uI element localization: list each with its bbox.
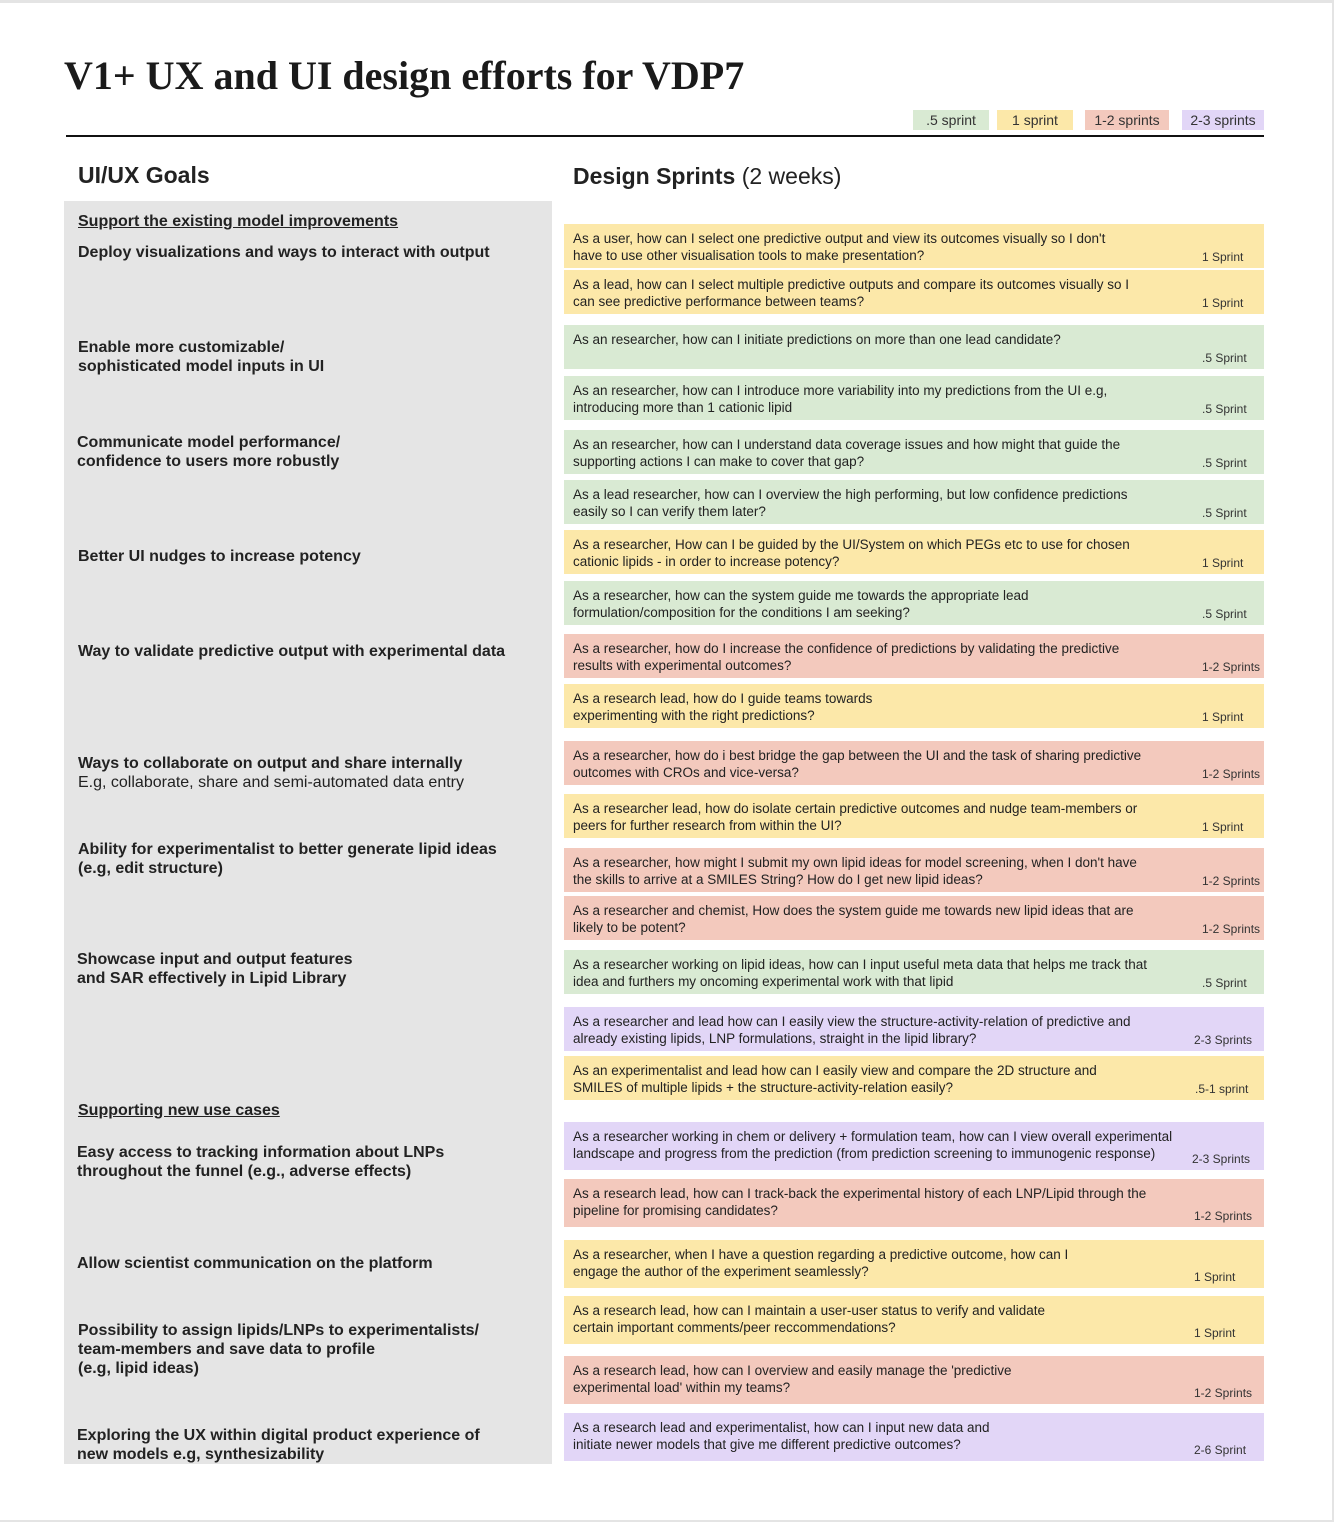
sprint-card xyxy=(564,896,1264,940)
sprint-estimate: 1 Sprint xyxy=(1202,296,1244,310)
goal-line: sophisticated model inputs in UI xyxy=(78,358,325,375)
card-question xyxy=(573,383,1107,416)
card-line: have to use other visualisation tools to make presentation? xyxy=(573,247,925,263)
sprint-estimate: 2-3 Sprints xyxy=(1192,1152,1251,1166)
card-line: peers for further research from within the UI? xyxy=(573,817,842,833)
card-question xyxy=(573,855,1137,888)
sprint-card xyxy=(564,950,1264,994)
goal-line: new models e.g, synthesizability xyxy=(77,1446,325,1463)
sprint-estimate: .5 Sprint xyxy=(1202,456,1247,470)
sprint-estimate: .5 Sprint xyxy=(1202,402,1247,416)
sprint-estimate: 1-2 Sprints xyxy=(1202,922,1261,936)
card-line: SMILES of multiple lipids + the structure-activity-relation easily? xyxy=(573,1079,954,1095)
sprint-card xyxy=(564,741,1264,785)
sprint-card xyxy=(564,1240,1264,1288)
card-line: outcomes with CROs and vice-versa? xyxy=(573,764,799,780)
sprint-card xyxy=(564,1356,1264,1404)
card-question xyxy=(573,801,1137,834)
card-question xyxy=(573,487,1128,520)
card-line: As a researcher working in chem or delivery + formulation team, how can I view overall experimental xyxy=(573,1129,1173,1144)
card-line: the skills to arrive at a SMILES String? How do I get new lipid ideas? xyxy=(573,871,983,887)
card-line: easily so I can verify them later? xyxy=(573,503,766,519)
sprint-card xyxy=(564,684,1264,728)
sprint-card xyxy=(564,430,1264,474)
sprint-card xyxy=(564,480,1264,524)
card-question xyxy=(573,1186,1146,1219)
card-line: likely to be potent? xyxy=(573,919,686,935)
card-line: supporting actions I can make to cover that gap? xyxy=(573,453,865,469)
sprints-heading-bold: Design Sprints xyxy=(573,163,736,189)
card-line: As a researcher, how do I increase the confidence of predictions by validating the predictive xyxy=(573,641,1120,656)
card-question xyxy=(573,1303,1045,1336)
goal-subline: E.g, collaborate, share and semi-automated data entry xyxy=(78,774,464,791)
sprint-estimate: .5 Sprint xyxy=(1202,607,1247,621)
goal-line: (e.g, edit structure) xyxy=(78,860,223,877)
card-question xyxy=(573,1063,1097,1096)
card-line: As a research lead and experimentalist, how can I input new data and xyxy=(573,1420,990,1435)
card-question xyxy=(573,748,1141,781)
sprint-card xyxy=(564,794,1264,838)
sprint-estimate: 1 Sprint xyxy=(1194,1326,1236,1340)
sprint-estimate: 1-2 Sprints xyxy=(1194,1386,1253,1400)
goal-line: Exploring the UX within digital product experience of xyxy=(77,1427,480,1444)
sprint-card xyxy=(564,376,1264,420)
sprint-card xyxy=(564,1122,1264,1170)
card-question xyxy=(573,332,1061,349)
goal-line: Communicate model performance/ xyxy=(77,434,341,451)
sprint-estimate: 1-2 Sprints xyxy=(1202,767,1261,781)
sprint-card xyxy=(564,1296,1264,1344)
sprint-card xyxy=(564,325,1264,369)
sprint-estimate: 1 Sprint xyxy=(1202,820,1244,834)
card-question xyxy=(573,537,1130,570)
sprint-card xyxy=(564,1413,1264,1461)
card-line: experimental load' within my teams? xyxy=(573,1379,791,1395)
sprint-estimate: 1 Sprint xyxy=(1202,556,1244,570)
sprints-heading-note: (2 weeks) xyxy=(735,163,842,189)
goal-line: Showcase input and output features xyxy=(77,951,353,968)
card-question xyxy=(573,1247,1068,1280)
legend-one-sprint: 1 sprint xyxy=(997,110,1073,130)
sprint-estimate: 1 Sprint xyxy=(1202,250,1244,264)
card-line: As a researcher, How can I be guided by the UI/System on which PEGs etc to use for chosen xyxy=(573,537,1130,552)
card-line: As a researcher and chemist, How does the system guide me towards new lipid ideas that are xyxy=(573,903,1134,918)
goal-line: confidence to users more robustly xyxy=(77,453,340,470)
goal-scientist-communication: Allow scientist communication on the platform xyxy=(77,1255,433,1272)
card-question xyxy=(573,1420,990,1453)
goals-heading: UI/UX Goals xyxy=(78,162,210,188)
sprint-card xyxy=(564,848,1264,892)
goal-ui-nudges: Better UI nudges to increase potency xyxy=(78,548,361,565)
card-line: already existing lipids, LNP formulations, straight in the lipid library? xyxy=(573,1030,977,1046)
card-line: As a researcher lead, how do isolate certain predictive outcomes and nudge team-members or xyxy=(573,801,1138,816)
card-question xyxy=(573,437,1120,470)
goal-line: Ability for experimentalist to better generate lipid ideas xyxy=(78,841,497,858)
sprint-estimate: 1-2 Sprints xyxy=(1202,660,1261,674)
card-line: As a research lead, how can I maintain a user-user status to verify and validate xyxy=(573,1303,1045,1318)
goal-line: Ways to collaborate on output and share internally xyxy=(78,755,463,772)
sprint-estimate: 1-2 Sprints xyxy=(1194,1209,1253,1223)
card-line: can see predictive performance between teams? xyxy=(573,293,865,309)
legend-one-two-sprints: 1-2 sprints xyxy=(1085,110,1169,130)
card-line: As a lead, how can I select multiple predictive outputs and compare its outcomes visually so I xyxy=(573,277,1130,292)
goal-line: throughout the funnel (e.g., adverse effects) xyxy=(77,1163,412,1180)
goals-panel xyxy=(64,201,552,1464)
card-line: formulation/composition for the conditions I am seeking? xyxy=(573,604,910,620)
sprint-estimate: .5 Sprint xyxy=(1202,976,1247,990)
card-line: As a user, how can I select one predictive output and view its outcomes visually so I don't xyxy=(573,231,1106,246)
goal-validate-output: Way to validate predictive output with experimental data xyxy=(78,643,506,660)
card-question xyxy=(573,1363,1012,1396)
sprints-heading xyxy=(573,163,841,190)
card-line: As a researcher and lead how can I easily view the structure-activity-relation of predictive and xyxy=(573,1014,1131,1029)
page-title: V1+ UX and UI design efforts for VDP7 xyxy=(64,53,745,98)
card-line: As a researcher, when I have a question regarding a predictive outcome, how can I xyxy=(573,1247,1069,1262)
goal-assign-lipids xyxy=(78,1321,479,1378)
card-line: As a research lead, how do I guide teams towards xyxy=(573,691,873,706)
goal-tracking-lnps xyxy=(77,1143,444,1181)
card-question xyxy=(573,903,1134,936)
card-line: results with experimental outcomes? xyxy=(573,657,792,673)
card-line: cationic lipids - in order to increase potency? xyxy=(573,553,840,569)
card-question xyxy=(573,277,1129,310)
sprint-card xyxy=(564,1179,1264,1227)
goal-line: team-members and save data to profile xyxy=(78,1341,375,1358)
card-line: experimenting with the right predictions? xyxy=(573,707,815,723)
goal-lipid-library xyxy=(77,950,353,988)
goal-new-models xyxy=(77,1426,480,1464)
card-question xyxy=(573,691,872,724)
sprint-estimate: 1 Sprint xyxy=(1194,1270,1236,1284)
goal-customizable-inputs xyxy=(78,338,324,376)
legend-two-three-sprints: 2-3 sprints xyxy=(1182,110,1264,130)
card-question xyxy=(573,641,1119,674)
card-line: initiate newer models that give me different predictive outcomes? xyxy=(573,1436,961,1452)
sprint-card xyxy=(564,270,1264,314)
goal-line: Easy access to tracking information about LNPs xyxy=(77,1144,445,1161)
sprint-card xyxy=(564,1056,1264,1100)
goal-lipid-ideas xyxy=(78,840,497,878)
card-line: As a researcher working on lipid ideas, how can I input useful meta data that helps me track that xyxy=(573,957,1148,972)
sprint-estimate: .5-1 sprint xyxy=(1195,1082,1249,1096)
card-line: As a researcher, how can the system guide me towards the appropriate lead xyxy=(573,588,1029,603)
sprint-estimate: 1-2 Sprints xyxy=(1202,874,1261,888)
sprint-estimate: 2-3 Sprints xyxy=(1194,1033,1253,1047)
card-line: landscape and progress from the prediction (from prediction screening to immunogenic response) xyxy=(573,1145,1156,1161)
goal-line: Enable more customizable/ xyxy=(78,339,285,356)
legend-half-sprint: .5 sprint xyxy=(913,110,989,130)
header-divider xyxy=(66,135,1264,137)
goal-line: Possibility to assign lipids/LNPs to experimentalists/ xyxy=(78,1322,479,1339)
sprint-estimate: 2-6 Sprint xyxy=(1194,1443,1247,1457)
goal-line: and SAR effectively in Lipid Library xyxy=(77,970,347,987)
card-line: As a lead researcher, how can I overview the high performing, but low confidence predictions xyxy=(573,487,1128,502)
card-question xyxy=(573,1014,1131,1047)
card-line: As an researcher, how can I introduce more variability into my predictions from the UI e.g, xyxy=(573,383,1108,398)
sprint-card xyxy=(564,634,1264,678)
card-question xyxy=(573,1129,1172,1162)
card-line: pipeline for promising candidates? xyxy=(573,1202,778,1218)
goal-model-performance xyxy=(77,433,340,471)
card-line: As an researcher, how can I initiate predictions on more than one lead candidate? xyxy=(573,332,1061,347)
sprint-card xyxy=(564,581,1264,625)
card-line: introducing more than 1 cationic lipid xyxy=(573,399,793,415)
sprint-estimate: 1 Sprint xyxy=(1202,710,1244,724)
section-heading-new: Supporting new use cases xyxy=(78,1102,280,1119)
card-line: certain important comments/peer reccommendations? xyxy=(573,1319,896,1335)
card-line: idea and furthers my oncoming experimental work with that lipid xyxy=(573,973,954,989)
card-question xyxy=(573,588,1029,621)
card-question xyxy=(573,957,1147,990)
sprint-estimate: .5 Sprint xyxy=(1202,506,1247,520)
sprint-card xyxy=(564,224,1264,268)
goal-line: (e.g, lipid ideas) xyxy=(78,1360,199,1377)
card-line: As a researcher, how might I submit my own lipid ideas for model screening, when I don't have xyxy=(573,855,1137,870)
card-line: As a research lead, how can I track-back the experimental history of each LNP/Lipid through the xyxy=(573,1186,1147,1201)
sprint-card xyxy=(564,1007,1264,1051)
goal-deploy-visualizations: Deploy visualizations and ways to interact with output xyxy=(78,244,490,261)
card-line: As a researcher, how do i best bridge the gap between the UI and the task of sharing predictive xyxy=(573,748,1142,763)
sprint-card xyxy=(564,530,1264,574)
card-line: As an experimentalist and lead how can I easily view and compare the 2D structure and xyxy=(573,1063,1097,1078)
goal-collaborate xyxy=(78,754,464,792)
sprint-estimate: .5 Sprint xyxy=(1202,351,1247,365)
card-question xyxy=(573,231,1105,264)
card-line: engage the author of the experiment seamlessly? xyxy=(573,1263,869,1279)
section-heading-existing: Support the existing model improvements xyxy=(78,213,399,230)
card-line: As a research lead, how can I overview and easily manage the 'predictive xyxy=(573,1363,1012,1378)
card-line: As an researcher, how can I understand data coverage issues and how might that guide the xyxy=(573,437,1121,452)
